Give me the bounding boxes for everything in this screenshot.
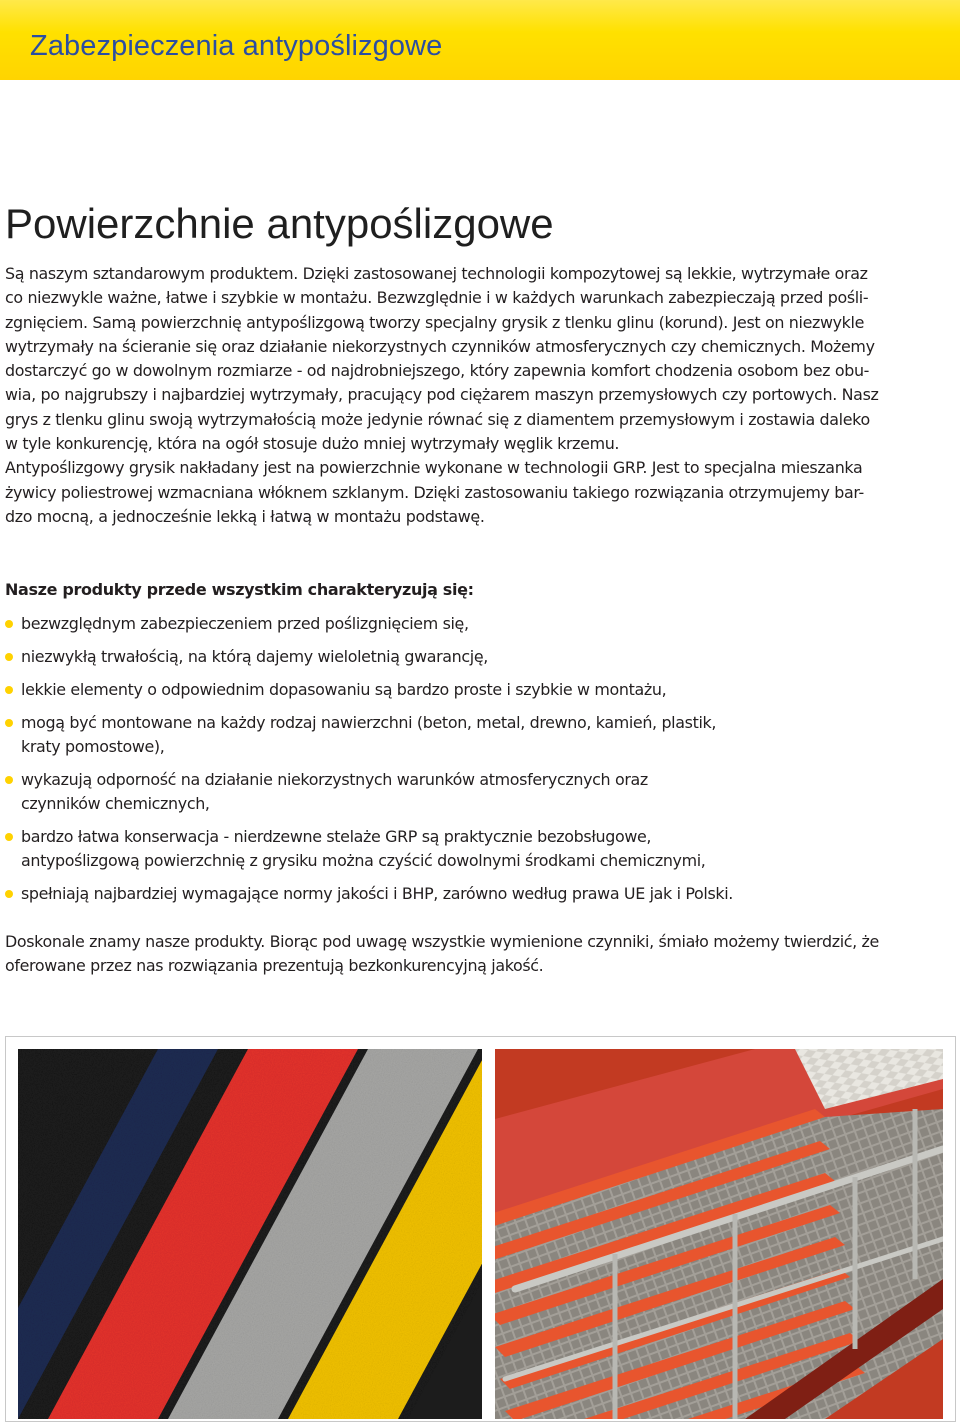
photo-strip [5,1036,956,1422]
intro-line: wytrzymały na ścieranie się oraz działanie niekorzystnych czynników atmosferycznych czy chemicznych. Możemy [5,336,875,356]
anti-slip-strips-image [18,1049,482,1419]
closing-paragraph [5,930,950,979]
closing-line: Doskonale znamy nasze produkty. Biorąc pod uwagę wszystkie wymienione czynniki, śmiało możemy twierdzić, że [5,932,879,951]
intro-line: zgnięciem. Samą powierzchnię antypoślizgową tworzy specjalny grysik z tlenku glinu (korund). Jest on niezwykle [5,312,865,332]
stairs-image [495,1049,943,1419]
features-title: Nasze produkty przede wszystkim charakteryzują się: [5,580,474,599]
feature-item [0,825,950,874]
intro-line: grys z tlenku glinu swoją wytrzymałością może jedynie równać się z diamentem przemysłowym i zostawia daleko [5,409,870,429]
feature-text: lekkie elementy o odpowiednim dopasowaniu są bardzo proste i szybkie w montażu, [21,679,667,699]
features-list [0,612,950,906]
feature-item [0,711,950,760]
feature-text: mogą być montowane na każdy rodzaj nawierzchni (beton, metal, drewno, kamień, plastik, [21,712,717,732]
intro-line: Są naszym sztandarowym produktem. Dzięki zastosowanej technologii kompozytowej są lekkie, wytrzymałe oraz [5,264,868,283]
bullet-icon [5,719,13,727]
feature-text: bardzo łatwa konserwacja - nierdzewne stelaże GRP są praktycznie bezobsługowe, [21,826,652,846]
feature-item [0,612,950,636]
feature-text: niezwykłą trwałością, na którą dajemy wieloletnią gwarancję, [21,646,488,666]
header-title: Zabezpieczenia antypoślizgowe [30,30,443,62]
feature-text: bezwzględnym zabezpieczeniem przed poślizgnięciem się, [21,614,469,633]
intro-paragraph [5,262,950,529]
bullet-icon [5,686,13,694]
feature-item [0,678,950,702]
header-banner [0,0,960,80]
page-heading: Powierzchnie antypoślizgowe [5,200,554,247]
stairs-photo [495,1049,943,1419]
bullet-icon [5,620,13,628]
feature-text: antypoślizgową powierzchnię z grysiku można czyścić dowolnymi środkami chemicznymi, [21,851,706,871]
intro-line: wia, po najgrubszy i najbardziej wytrzymały, pracujący pod ciężarem maszyn przemysłowych czy portowych. Nasz [5,385,879,405]
bullet-icon [5,833,13,841]
anti-slip-strips-photo [18,1049,482,1419]
closing-line: oferowane przez nas rozwiązania prezentują bezkonkurencyjną jakość. [5,956,544,976]
intro-line: w tyle konkurencję, która na ogół stosuje dużo mniej wytrzymały węglik krzemu. [5,434,620,454]
bullet-icon [5,776,13,784]
feature-item [0,768,950,817]
intro-line: Antypoślizgowy grysik nakładany jest na powierzchnie wykonane w technologii GRP. Jest to specjalna mieszanka [5,458,863,478]
feature-text: spełniają najbardziej wymagające normy jakości i BHP, zarówno według prawa UE jak i Polski. [21,883,734,903]
feature-item [0,882,950,906]
intro-line: co niezwykle ważne, łatwe i szybkie w montażu. Bezwzględnie i w każdych warunkach zabezpieczają przed pośli- [5,288,869,308]
bullet-icon [5,653,13,661]
intro-line: żywicy poliestrowej wzmacniana włóknem szklanym. Dzięki zastosowaniu takiego rozwiązania otrzymujemy bar- [5,482,864,502]
feature-text: kraty pomostowe), [21,737,165,757]
feature-text: wykazują odporność na działanie niekorzystnych warunków atmosferycznych oraz [21,769,648,789]
intro-line: dostarczyć go w dowolnym rozmiarze - od najdrobniejszego, który zapewnia komfort chodzenia osobom bez obu- [5,361,870,381]
feature-text: czynników chemicznych, [21,794,210,814]
bullet-icon [5,890,13,898]
intro-line: dzo mocną, a jednocześnie lekką i łatwą w montażu podstawę. [5,506,485,526]
feature-item [0,645,950,669]
